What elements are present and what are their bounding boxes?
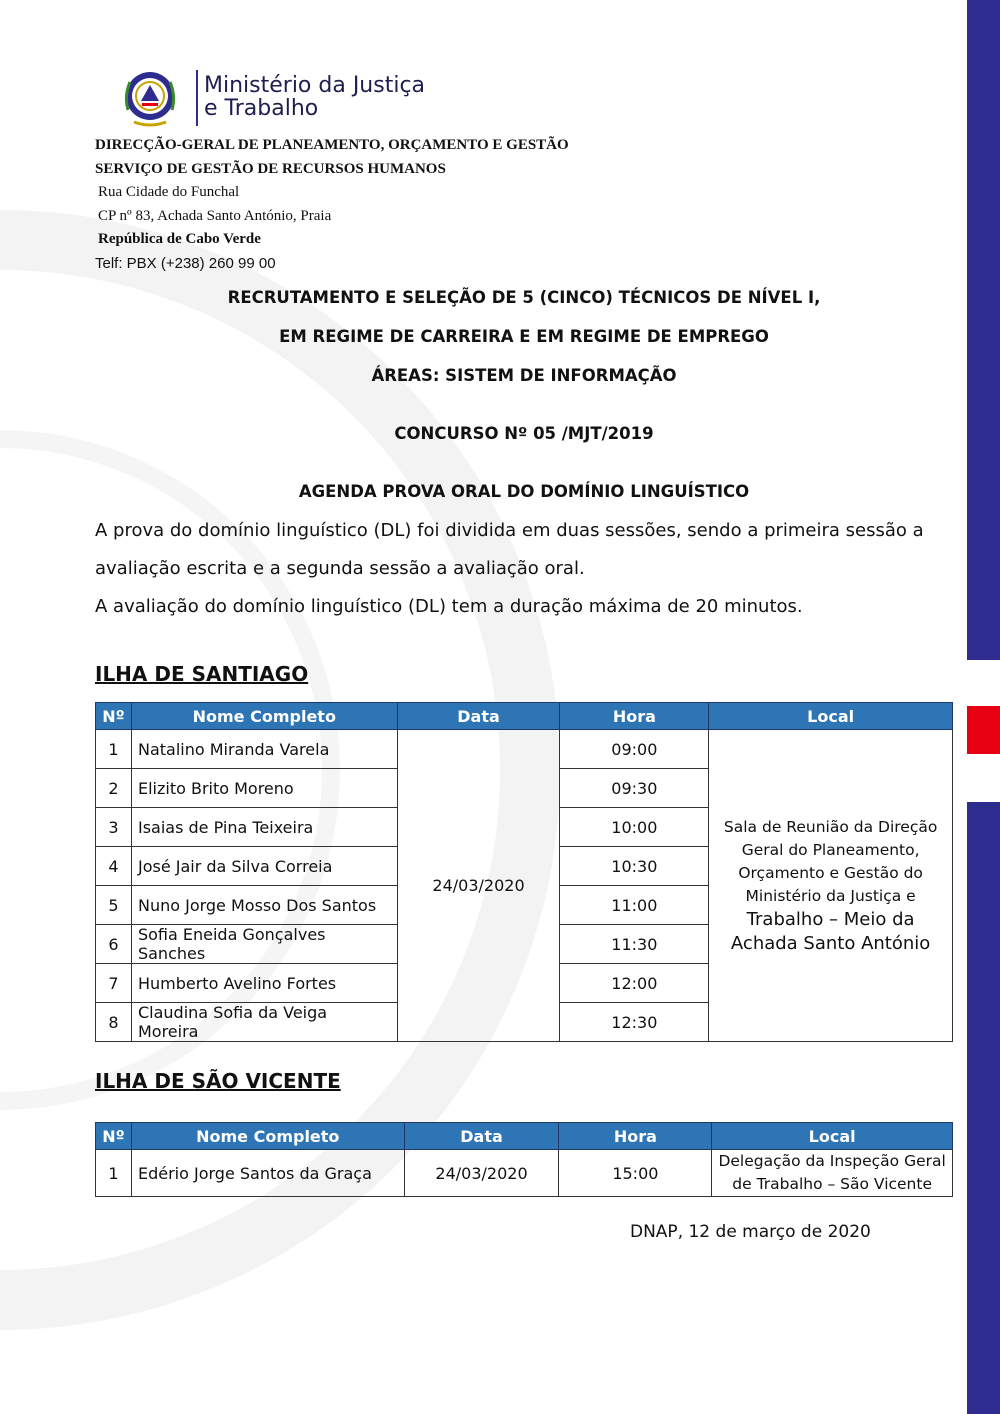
row-date: 24/03/2020 [404, 1150, 559, 1197]
row-name: Elizito Brito Moreno [131, 769, 397, 808]
row-name: Claudina Sofia da Veiga Moreira [131, 1003, 397, 1042]
row-name: Isaias de Pina Teixeira [131, 808, 397, 847]
header-num: Nº [96, 703, 132, 730]
service-name: SERVIÇO DE GESTÃO DE RECURSOS HUMANOS [95, 160, 446, 177]
santiago-date: 24/03/2020 [397, 730, 560, 1042]
header-date: Data [404, 1123, 559, 1150]
row-name: Humberto Avelino Fortes [131, 964, 397, 1003]
address-line1: Rua Cidade do Funchal [98, 184, 240, 200]
header-local: Local [712, 1123, 953, 1150]
address-line2: CP nº 83, Achada Santo António, Praia [98, 207, 332, 224]
ministry-name [204, 74, 425, 120]
intro-paragraph: A prova do domínio linguístico (DL) foi dividida em duas sessões, sendo a primeira sessão a avaliação escrita e a segunda sessão a avaliação oral. [95, 520, 924, 579]
sao-vicente-schedule-table [95, 1122, 953, 1197]
row-time: 10:00 [560, 808, 709, 847]
directorate-name: DIRECÇÃO-GERAL DE PLANEAMENTO, ORÇAMENTO E GESTÃO [95, 137, 569, 153]
row-time: 10:30 [560, 847, 709, 886]
title-line3: ÁREAS: SISTEM DE INFORMAÇÃO [371, 366, 677, 385]
row-name: José Jair da Silva Correia [131, 847, 397, 886]
row-time: 12:00 [560, 964, 709, 1003]
country: República de Cabo Verde [98, 231, 261, 247]
header-time: Hora [560, 703, 709, 730]
header-local: Local [709, 703, 953, 730]
letterhead [95, 134, 569, 275]
header-num: Nº [96, 1123, 132, 1150]
table-header-row [96, 703, 953, 730]
row-time: 09:00 [560, 730, 709, 769]
concurso-number: CONCURSO Nº 05 /MJT/2019 [394, 424, 654, 443]
table-row [96, 1150, 953, 1197]
side-stripe-blue-top [967, 0, 1000, 660]
side-stripe-red [967, 706, 1000, 754]
row-time: 12:30 [560, 1003, 709, 1042]
row-num: 7 [96, 964, 132, 1003]
header-date: Data [397, 703, 560, 730]
table-row [96, 730, 953, 769]
row-name: Sofia Eneida Gonçalves Sanches [131, 925, 397, 964]
header-time: Hora [559, 1123, 712, 1150]
row-name: Edério Jorge Santos da Graça [131, 1150, 404, 1197]
row-local: Delegação da Inspeção Geral de Trabalho – São Vicente [712, 1150, 953, 1197]
signoff: DNAP, 12 de março de 2020 [630, 1222, 871, 1242]
row-time: 11:00 [560, 886, 709, 925]
logo-divider [196, 70, 198, 126]
agenda-heading: AGENDA PROVA ORAL DO DOMÍNIO LINGUÍSTICO [298, 482, 750, 501]
ministry-name-line2: e Trabalho [204, 96, 319, 121]
header-name: Nome Completo [131, 703, 397, 730]
row-time: 11:30 [560, 925, 709, 964]
santiago-local [709, 730, 953, 1042]
coat-of-arms-icon [120, 66, 190, 132]
ministry-name-line1: Ministério da Justiça [204, 73, 426, 98]
side-stripe-blue-bottom [967, 802, 1000, 1414]
row-num: 1 [96, 1150, 132, 1197]
santiago-schedule-table [95, 702, 953, 1042]
row-name: Natalino Miranda Varela [131, 730, 397, 769]
row-num: 8 [96, 1003, 132, 1042]
table-header-row [96, 1123, 953, 1150]
header-name: Nome Completo [131, 1123, 404, 1150]
telephone: Telf: PBX (+238) 260 99 00 [95, 254, 276, 272]
duration-paragraph: A avaliação do domínio linguístico (DL) tem a duração máxima de 20 minutos. [95, 596, 803, 617]
santiago-local-part2: Trabalho – Meio da Achada Santo António [730, 908, 931, 954]
row-num: 3 [96, 808, 132, 847]
row-name: Nuno Jorge Mosso Dos Santos [131, 886, 397, 925]
ministry-logo [120, 66, 450, 136]
santiago-local-part1: Sala de Reunião da Direção Geral do Planeamento, Orçamento e Gestão do Ministério da Justiça e [723, 817, 938, 905]
row-num: 5 [96, 886, 132, 925]
section-title-santiago: ILHA DE SANTIAGO [95, 662, 309, 686]
row-num: 1 [96, 730, 132, 769]
title-line2: EM REGIME DE CARREIRA E EM REGIME DE EMPREGO [279, 327, 769, 346]
row-time: 09:30 [560, 769, 709, 808]
row-num: 2 [96, 769, 132, 808]
row-num: 6 [96, 925, 132, 964]
row-time: 15:00 [559, 1150, 712, 1197]
row-num: 4 [96, 847, 132, 886]
title-line1: RECRUTAMENTO E SELEÇÃO DE 5 (CINCO) TÉCNICOS DE NÍVEL I, [227, 288, 821, 307]
section-title-sao-vicente: ILHA DE SÃO VICENTE [95, 1069, 341, 1093]
